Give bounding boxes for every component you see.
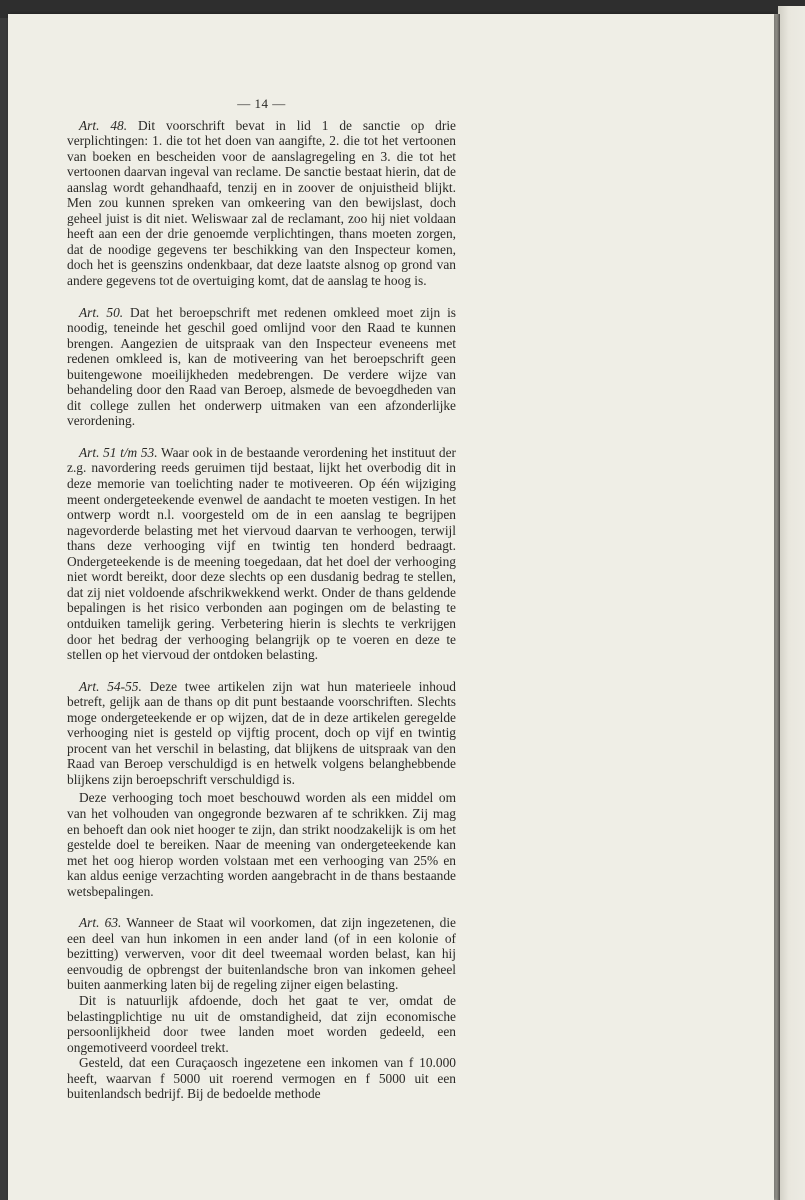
article-label: Art. 54-55. bbox=[79, 678, 142, 694]
paragraph-art-48 bbox=[67, 118, 456, 289]
paragraph-art-54-55 bbox=[67, 679, 456, 788]
facing-page-edge bbox=[778, 6, 805, 1200]
paragraph-verhooging bbox=[67, 790, 456, 899]
paragraph-art-51-53 bbox=[67, 445, 456, 663]
article-label: Art. 50. bbox=[79, 304, 124, 320]
article-label: Art. 63. bbox=[79, 915, 122, 931]
page-number: — 14 — bbox=[237, 96, 286, 111]
paragraph-art-63 bbox=[67, 915, 456, 993]
paragraph-text: Waar ook in de bestaande verordening het instituut der z.g. navordering reeds geruimen tijd bestaat, lijkt het overbodig dit in deze memorie van toelichting nader te motiveeren. Op één wijziging meent ondergeteekende evenwel de aandacht te moeten vestigen. In het ontwerp wordt n.l. voorgesteld om de in een aanslag te begrijpen nagevorderde belasting met het viervoud daarvan te verhoogen, terwijl thans deze verhooging vijf en twintig ten honderd bedraagt. Ondergeteekende is de meening toegedaan, dat het doel der verhooging niet wordt bereikt, door deze slechts op een dusdanig bedrag te stellen, dat zij niet voldoende afschrikwekkend werkt. Onder de thans geldende bepalingen is het risico verbonden aan pogingen om de belasting te ontduiken tamelijk gering. Verbetering hierin is slechts te verkrijgen door het bedrag der verhooging belangrijk op te voeren en deze te stellen op het viervoud der ontdoken belasting. bbox=[67, 444, 456, 663]
paragraph-text: Gesteld, dat een Curaçaosch ingezetene een inkomen van f 10.000 heeft, waarvan f 5000 uit roerend vermogen en f 5000 uit een buitenlandsch bedrijf. Bij de bedoelde methode bbox=[67, 1055, 456, 1102]
paragraph-art-50 bbox=[67, 305, 456, 429]
article-label: Art. 48. bbox=[79, 117, 128, 133]
text-column bbox=[67, 96, 456, 1102]
paragraph-text: Dit is natuurlijk afdoende, doch het gaat te ver, omdat de belastingplichtige nu uit de omstandigheid, dat zijn economische persoonlijkheid door twee landen moet worden gedeeld, een ongemotiveerd voordeel trekt. bbox=[67, 992, 456, 1055]
paragraph-text: Deze verhooging toch moet beschouwd worden als een middel om van het volhouden van ongegronde bezwaren af te schrikken. Zij mag en behoeft dan ook niet hooger te zijn, dan strikt noodzakelijk is om het gestelde doel te bereiken. Naar de meening van ondergeteekende kan met het oog hierop worden volstaan met een verhooging van 25% en kan aldus eenige verzachting worden aangebracht in de thans bestaande wetsbepalingen. bbox=[67, 790, 456, 899]
article-label: Art. 51 t/m 53. bbox=[79, 444, 158, 460]
paragraph-afdoende bbox=[67, 993, 456, 1055]
paragraph-text: Wanneer de Staat wil voorkomen, dat zijn ingezetenen, die een deel van hun inkomen in een ander land (of in een kolonie of bezitting) verwerven, voor dit deel tweemaal worden belast, kan hij eenvoudig de opbrengst der buitenlandsche bron van inkomen geheel buiten aanmerking laten bij de regeling zijner eigen belasting. bbox=[67, 915, 456, 993]
paragraph-text: Deze twee artikelen zijn wat hun materieele inhoud betreft, gelijk aan de thans op dit punt bestaande voorschriften. Slechts moge ondergeteekende er op wijzen, dat de in deze artikelen geregelde verhooging niet is gesteld op vijftig procent, doch op vijf en twintig procent van het verschil in belasting, dat blijkens de uitspraak van den Raad van Beroep verschuldigd is en hetwelk volgens belanghebbende blijkens zijn beroepschrift verschuldigd is. bbox=[67, 678, 456, 787]
paragraph-gesteld bbox=[67, 1055, 456, 1102]
paragraph-text: Dit voorschrift bevat in lid 1 de sanctie op drie verplichtingen: 1. die tot het doen van aangifte, 2. die tot het vertoonen van boeken en bescheiden voor de aanslagregeling en 3. die tot het vertoonen daarvan ingeval van reclame. De sanctie bestaat hierin, dat de aanslag wordt gehandhaafd, tenzij en in zoover de onjuistheid blijkt. Men zou kunnen spreken van omkeering van den bewijslast, doch geheel juist is dit niet. Weliswaar zal de reclamant, zoo hij niet voldaan heeft aan een der drie genoemde verplichtingen, thans moeten zorgen, dat de noodige gegevens ter beschikking van den Inspecteur komen, doch het is geenszins ondenkbaar, dat deze laatste alsnog op grond van andere gegevens tot de overtuiging komt, dat de aanslag te hoog is. bbox=[67, 117, 456, 289]
paragraph-text: Dat het beroepschrift met redenen omkleed moet zijn is noodig, teneinde het geschil goed omlijnd voor den Raad te kunnen brengen. Aangezien de uitspraak van den Inspecteur eveneens met redenen omkleed is, kan de motiveering van het beroepschrift geen buitengewone moeilijkheden medebrengen. De verdere wijze van behandeling door den Raad van Beroep, alsmede de bevoegdheden van dit college zullen het onderwerp uitmaken van een afzonderlijke verordening. bbox=[67, 304, 456, 429]
